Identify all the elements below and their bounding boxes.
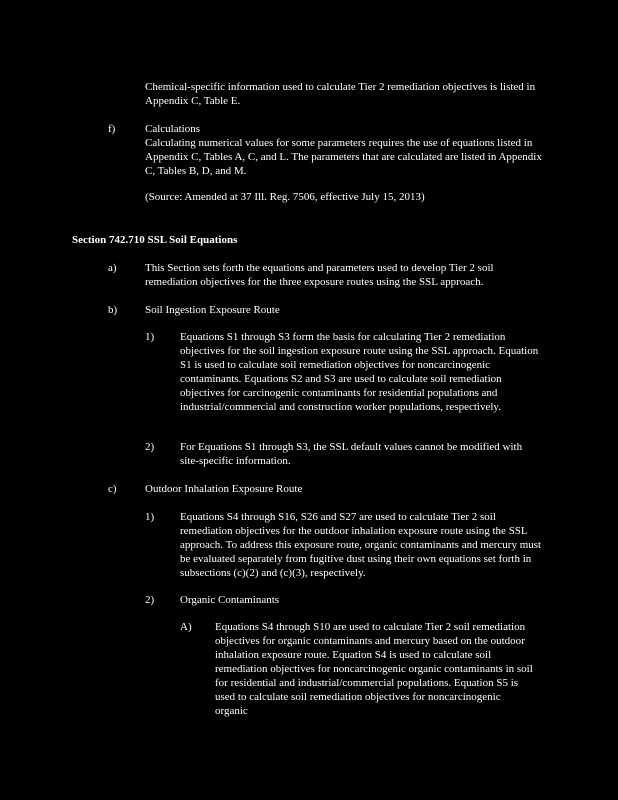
item-f-text: Calculating numerical values for some parameters requires the use of equations listed in Appendix C, Tables A, C, and L. The parameters that are calculated are listed in Appendix C, Tables B, D, and M. [145, 137, 542, 177]
item-c2a-marker: A) [180, 621, 192, 633]
item-c1-text: Equations S4 through S16, S26 and S27 are used to calculate Tier 2 soil remediation objectives for the outdoor inhalation exposure route using the SSL approach. To address this exposure route, organic contaminants and mercury must be evaluated separately from fugitive dust using their own equations set forth in subsections (c)(2) and (c)(3), respectively. [180, 511, 542, 579]
item-b2-marker: 2) [145, 441, 155, 453]
item-c-marker: c) [108, 483, 117, 495]
intro-paragraph: Chemical-specific information used to calculate Tier 2 remediation objectives is listed in Appendix C, Table E. [145, 81, 536, 107]
item-c2a-text: Equations S4 through S10 are used to calculate Tier 2 soil remediation objectives for organic contaminants and mercury based on the outdoor inhalation exposure route. Equation S4 is used to calculate soil remediation objectives for noncarcinogenic organic contaminants in soil for residential and industrial/commercial populations. Equation S5 is used to calculate soil remediation objectives for noncarcinogenic organic [215, 621, 533, 717]
item-b2-text: For Equations S1 through S3, the SSL default values cannot be modified with site-specific information. [180, 441, 523, 467]
item-a-marker: a) [108, 262, 117, 274]
item-c1-marker: 1) [145, 511, 155, 523]
item-b1-text: Equations S1 through S3 form the basis for calculating Tier 2 remediation objectives for the soil ingestion exposure route using the SSL approach. Equation S1 is used to calculate soil remediation objectives for noncarcinogenic contaminants. Equations S2 and S3 are used to calculate soil remediation objectives for carcinogenic contaminants for residential populations and industrial/commercial and construction worker populations, respectively. [180, 331, 539, 413]
section-heading: Section 742.710 SSL Soil Equations [72, 234, 238, 246]
item-b-title: Soil Ingestion Exposure Route [145, 304, 280, 316]
item-a-text: This Section sets forth the equations and parameters used to develop Tier 2 soil remediation objectives for the three exposure routes using the SSL approach. [145, 262, 494, 288]
item-f-title: Calculations [145, 123, 200, 135]
item-c2-title: Organic Contaminants [180, 594, 280, 606]
item-b1-marker: 1) [145, 331, 155, 343]
source-note: (Source: Amended at 37 Ill. Reg. 7506, effective July 15, 2013) [145, 191, 425, 203]
item-c2-marker: 2) [145, 594, 155, 606]
item-f-marker: f) [108, 123, 116, 135]
item-c-title: Outdoor Inhalation Exposure Route [145, 483, 303, 495]
item-b-marker: b) [108, 304, 118, 316]
